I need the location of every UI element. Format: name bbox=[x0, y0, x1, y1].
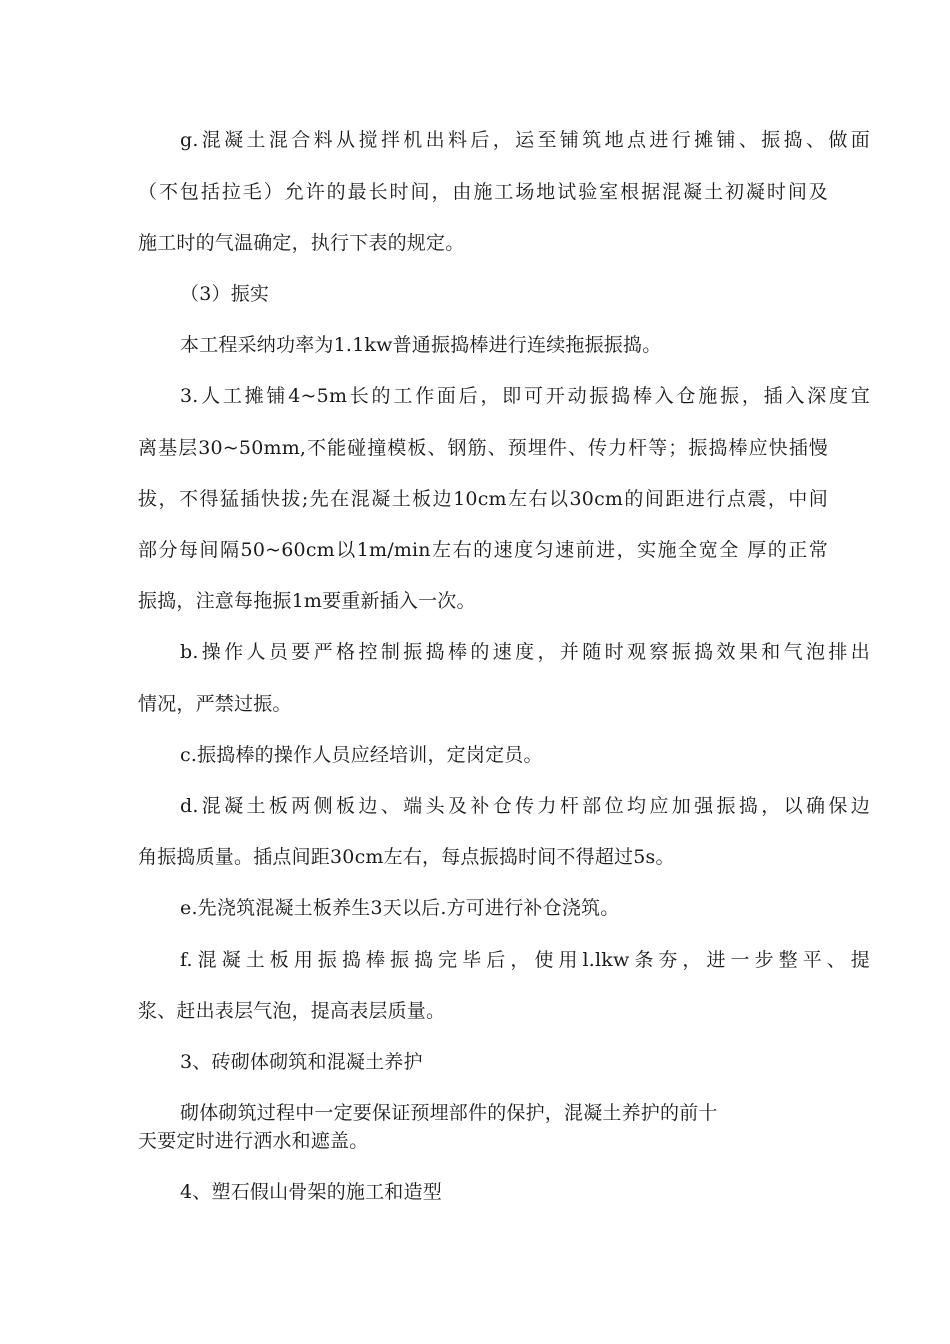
paragraph-d-line-2: 角振捣质量。插点间距30cm左右，每点振捣时间不得超过5s。 bbox=[138, 846, 675, 868]
paragraph-b-line-1: b.操作人员要严格控制振捣棒的速度，并随时观察振捣效果和气泡排出 bbox=[180, 641, 870, 663]
paragraph-3-line-2: 离基层30~50mm,不能碰撞模板、钢筋、预埋件、传力杆等；振捣棒应快插慢 bbox=[138, 437, 828, 459]
paragraph-c: c.振捣棒的操作人员应经培训，定岗定员。 bbox=[180, 744, 543, 766]
paragraph-g-line-1: g.混凝土混合料从搅拌机出料后，运至铺筑地点进行摊铺、振捣、做面 bbox=[180, 129, 870, 151]
paragraph-masonry-line-1: 砌体砌筑过程中一定要保证预埋部件的保护，混凝土养护的前十 bbox=[180, 1102, 718, 1124]
heading-brick-masonry: 3、砖砌体砌筑和混凝土养护 bbox=[180, 1051, 423, 1073]
paragraph-g-line-2: （不包括拉毛）允许的最长时间，由施工场地试验室根据混凝土初凝时间及 bbox=[138, 181, 828, 203]
heading-vibration: （3）振实 bbox=[180, 283, 270, 305]
paragraph-3-line-3: 拔，不得猛插快拔;先在混凝土板边10cm左右以30cm的间距进行点震，中间 bbox=[138, 488, 828, 510]
paragraph-3-line-1: 3.人工摊铺4~5m长的工作面后，即可开动振捣棒入仓施振，插入深度宜 bbox=[180, 385, 870, 407]
paragraph-b-line-2: 情况，严禁过振。 bbox=[138, 693, 292, 715]
paragraph-3-line-4: 部分每间隔50~60cm以1m/min左右的速度匀速前进，实施全宽全 厚的正常 bbox=[138, 539, 828, 561]
paragraph-masonry-line-2: 天要定时进行洒水和遮盖。 bbox=[138, 1130, 369, 1152]
paragraph-d-line-1: d.混凝土板两侧板边、端头及补仓传力杆部位均应加强振捣，以确保边 bbox=[180, 795, 870, 817]
paragraph-f-line-1: f.混凝土板用振捣棒振捣完毕后，使用l.lkw条夯，进一步整平、提 bbox=[180, 949, 870, 971]
heading-rockery-skeleton: 4、塑石假山骨架的施工和造型 bbox=[180, 1181, 442, 1203]
paragraph-e: e.先浇筑混凝土板养生3天以后.方可进行补仓浇筑。 bbox=[180, 897, 620, 919]
paragraph-g-line-3: 施工时的气温确定，执行下表的规定。 bbox=[138, 232, 465, 254]
paragraph-vibrator-intro: 本工程采纳功率为1.1kw普通振捣棒进行连续拖振振捣。 bbox=[180, 334, 662, 356]
paragraph-f-line-2: 浆、赶出表层气泡，提高表层质量。 bbox=[138, 1000, 446, 1022]
paragraph-3-line-5: 振捣，注意每拖振1m要重新插入一次。 bbox=[138, 590, 476, 612]
